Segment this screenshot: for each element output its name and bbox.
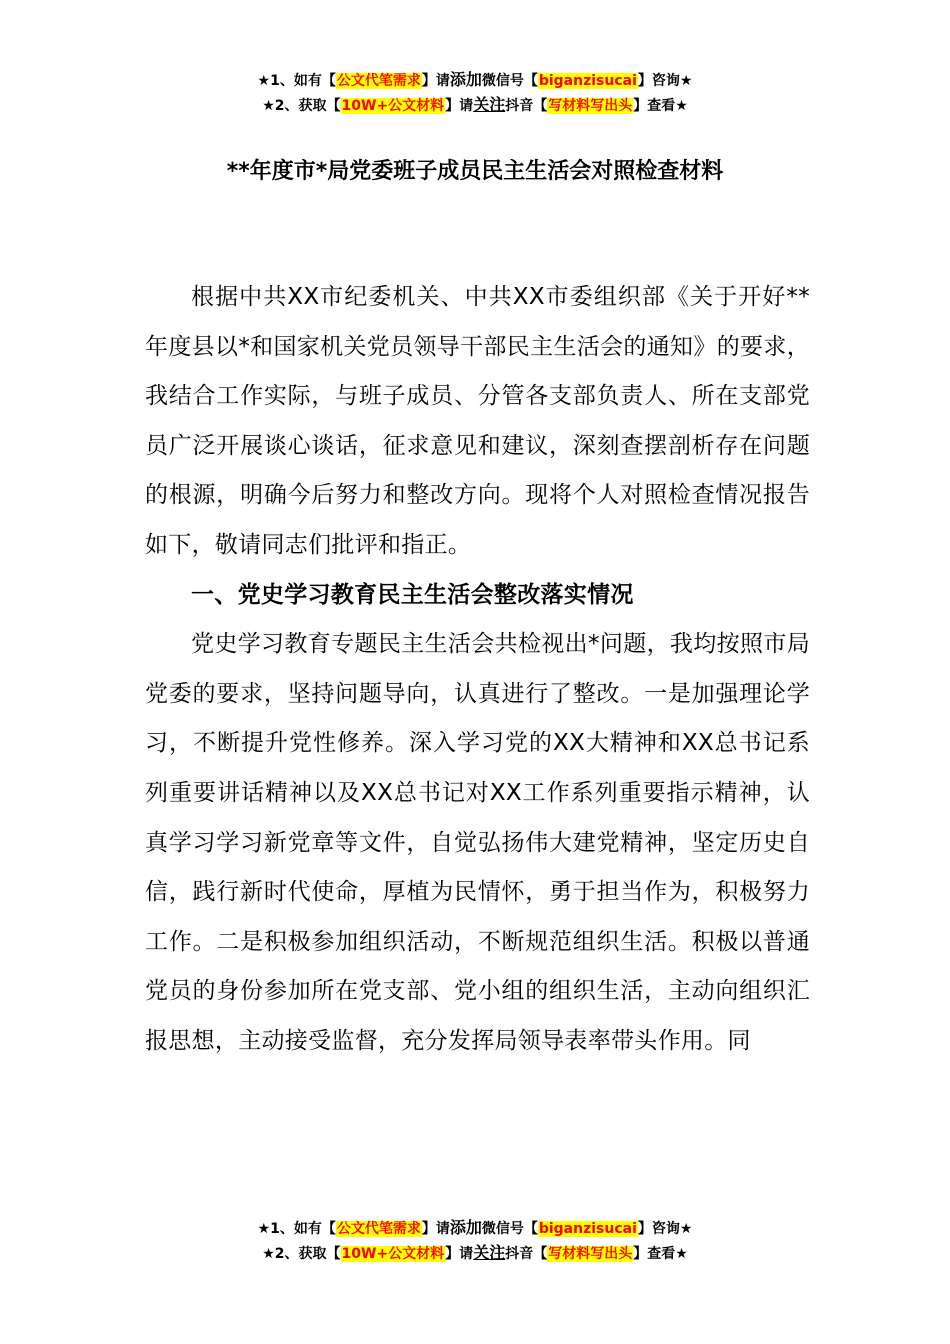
promo-text: 】咨询★	[637, 73, 693, 89]
promo-emphasis: 关注	[473, 95, 506, 114]
promo-highlight-materials: 10W+公文材料	[341, 98, 445, 114]
promo-highlight-service: 公文代笔需求	[336, 73, 421, 89]
promo-text: ★1、如有【	[257, 1221, 336, 1237]
promo-highlight-wechat-id: biganzisucai	[538, 73, 637, 89]
promo-text: 】请	[445, 98, 474, 114]
promo-emphasis: 添加	[449, 70, 482, 89]
paragraph-intro: 根据中共XX市纪委机关、中共XX市委组织部《关于开好**年度县以*和国家机关党员领导干部民主生活会的通知》的要求，我结合工作实际，与班子成员、分管各支部负责人、所在支部党员广泛开展谈心谈话，征求意见和建议，深刻查摆剖析存在问题的根源，明确今后努力和整改方向。现将个人对照检查情况报告如下，敬请同志们批评和指正。	[145, 284, 810, 558]
promo-footer-bottom	[0, 1216, 950, 1266]
promo-highlight-service: 公文代笔需求	[336, 1221, 421, 1237]
section-heading: 一、党史学习教育民主生活会整改落实情况	[191, 581, 634, 608]
promo-line-douyin	[0, 1241, 950, 1266]
promo-highlight-materials: 10W+公文材料	[341, 1246, 445, 1262]
promo-text: ★1、如有【	[257, 73, 336, 89]
promo-highlight-douyin-account: 写材料写出头	[548, 1246, 633, 1262]
promo-text: ★2、获取【	[262, 98, 341, 114]
promo-line-wechat	[0, 1216, 950, 1241]
promo-text: 】咨询★	[637, 1221, 693, 1237]
promo-header-top	[0, 68, 950, 118]
document-body	[145, 273, 810, 1067]
promo-emphasis: 添加	[449, 1218, 482, 1237]
promo-text: 】请	[421, 1221, 450, 1237]
promo-text: 】查看★	[633, 98, 688, 114]
promo-text: 微信号【	[481, 73, 538, 89]
promo-highlight-douyin-account: 写材料写出头	[548, 98, 633, 114]
promo-text: 抖音【	[505, 98, 548, 114]
promo-text: 】请	[421, 73, 450, 89]
promo-text: 抖音【	[505, 1246, 548, 1262]
promo-text: 微信号【	[481, 1221, 538, 1237]
document-title: **年度市*局党委班子成员民主生活会对照检查材料	[226, 159, 724, 184]
promo-line-douyin	[0, 93, 950, 118]
promo-line-wechat	[0, 68, 950, 93]
promo-text: 】查看★	[633, 1246, 688, 1262]
paragraph-section-1: 党史学习教育专题民主生活会共检视出*问题，我均按照市局党委的要求，坚持问题导向，认真进行了整改。一是加强理论学习，不断提升党性修养。深入学习党的XX大精神和XX总书记系列重要讲话精神以及XX总书记对XX工作系列重要指示精神，认真学习学习新党章等文件，自觉弘扬伟大建党精神，坚定历史自信，践行新时代使命，厚植为民情怀，勇于担当作为，积极努力工作。二是积极参加组织活动，不断规范组织生活。积极以普通党员的身份参加所在党支部、党小组的组织生活，主动向组织汇报思想，主动接受监督，充分发挥局领导表率带头作用。同	[145, 631, 810, 1054]
promo-emphasis: 关注	[473, 1243, 506, 1262]
promo-text: ★2、获取【	[262, 1246, 341, 1262]
promo-text: 】请	[445, 1246, 474, 1262]
promo-highlight-wechat-id: biganzisucai	[538, 1221, 637, 1237]
